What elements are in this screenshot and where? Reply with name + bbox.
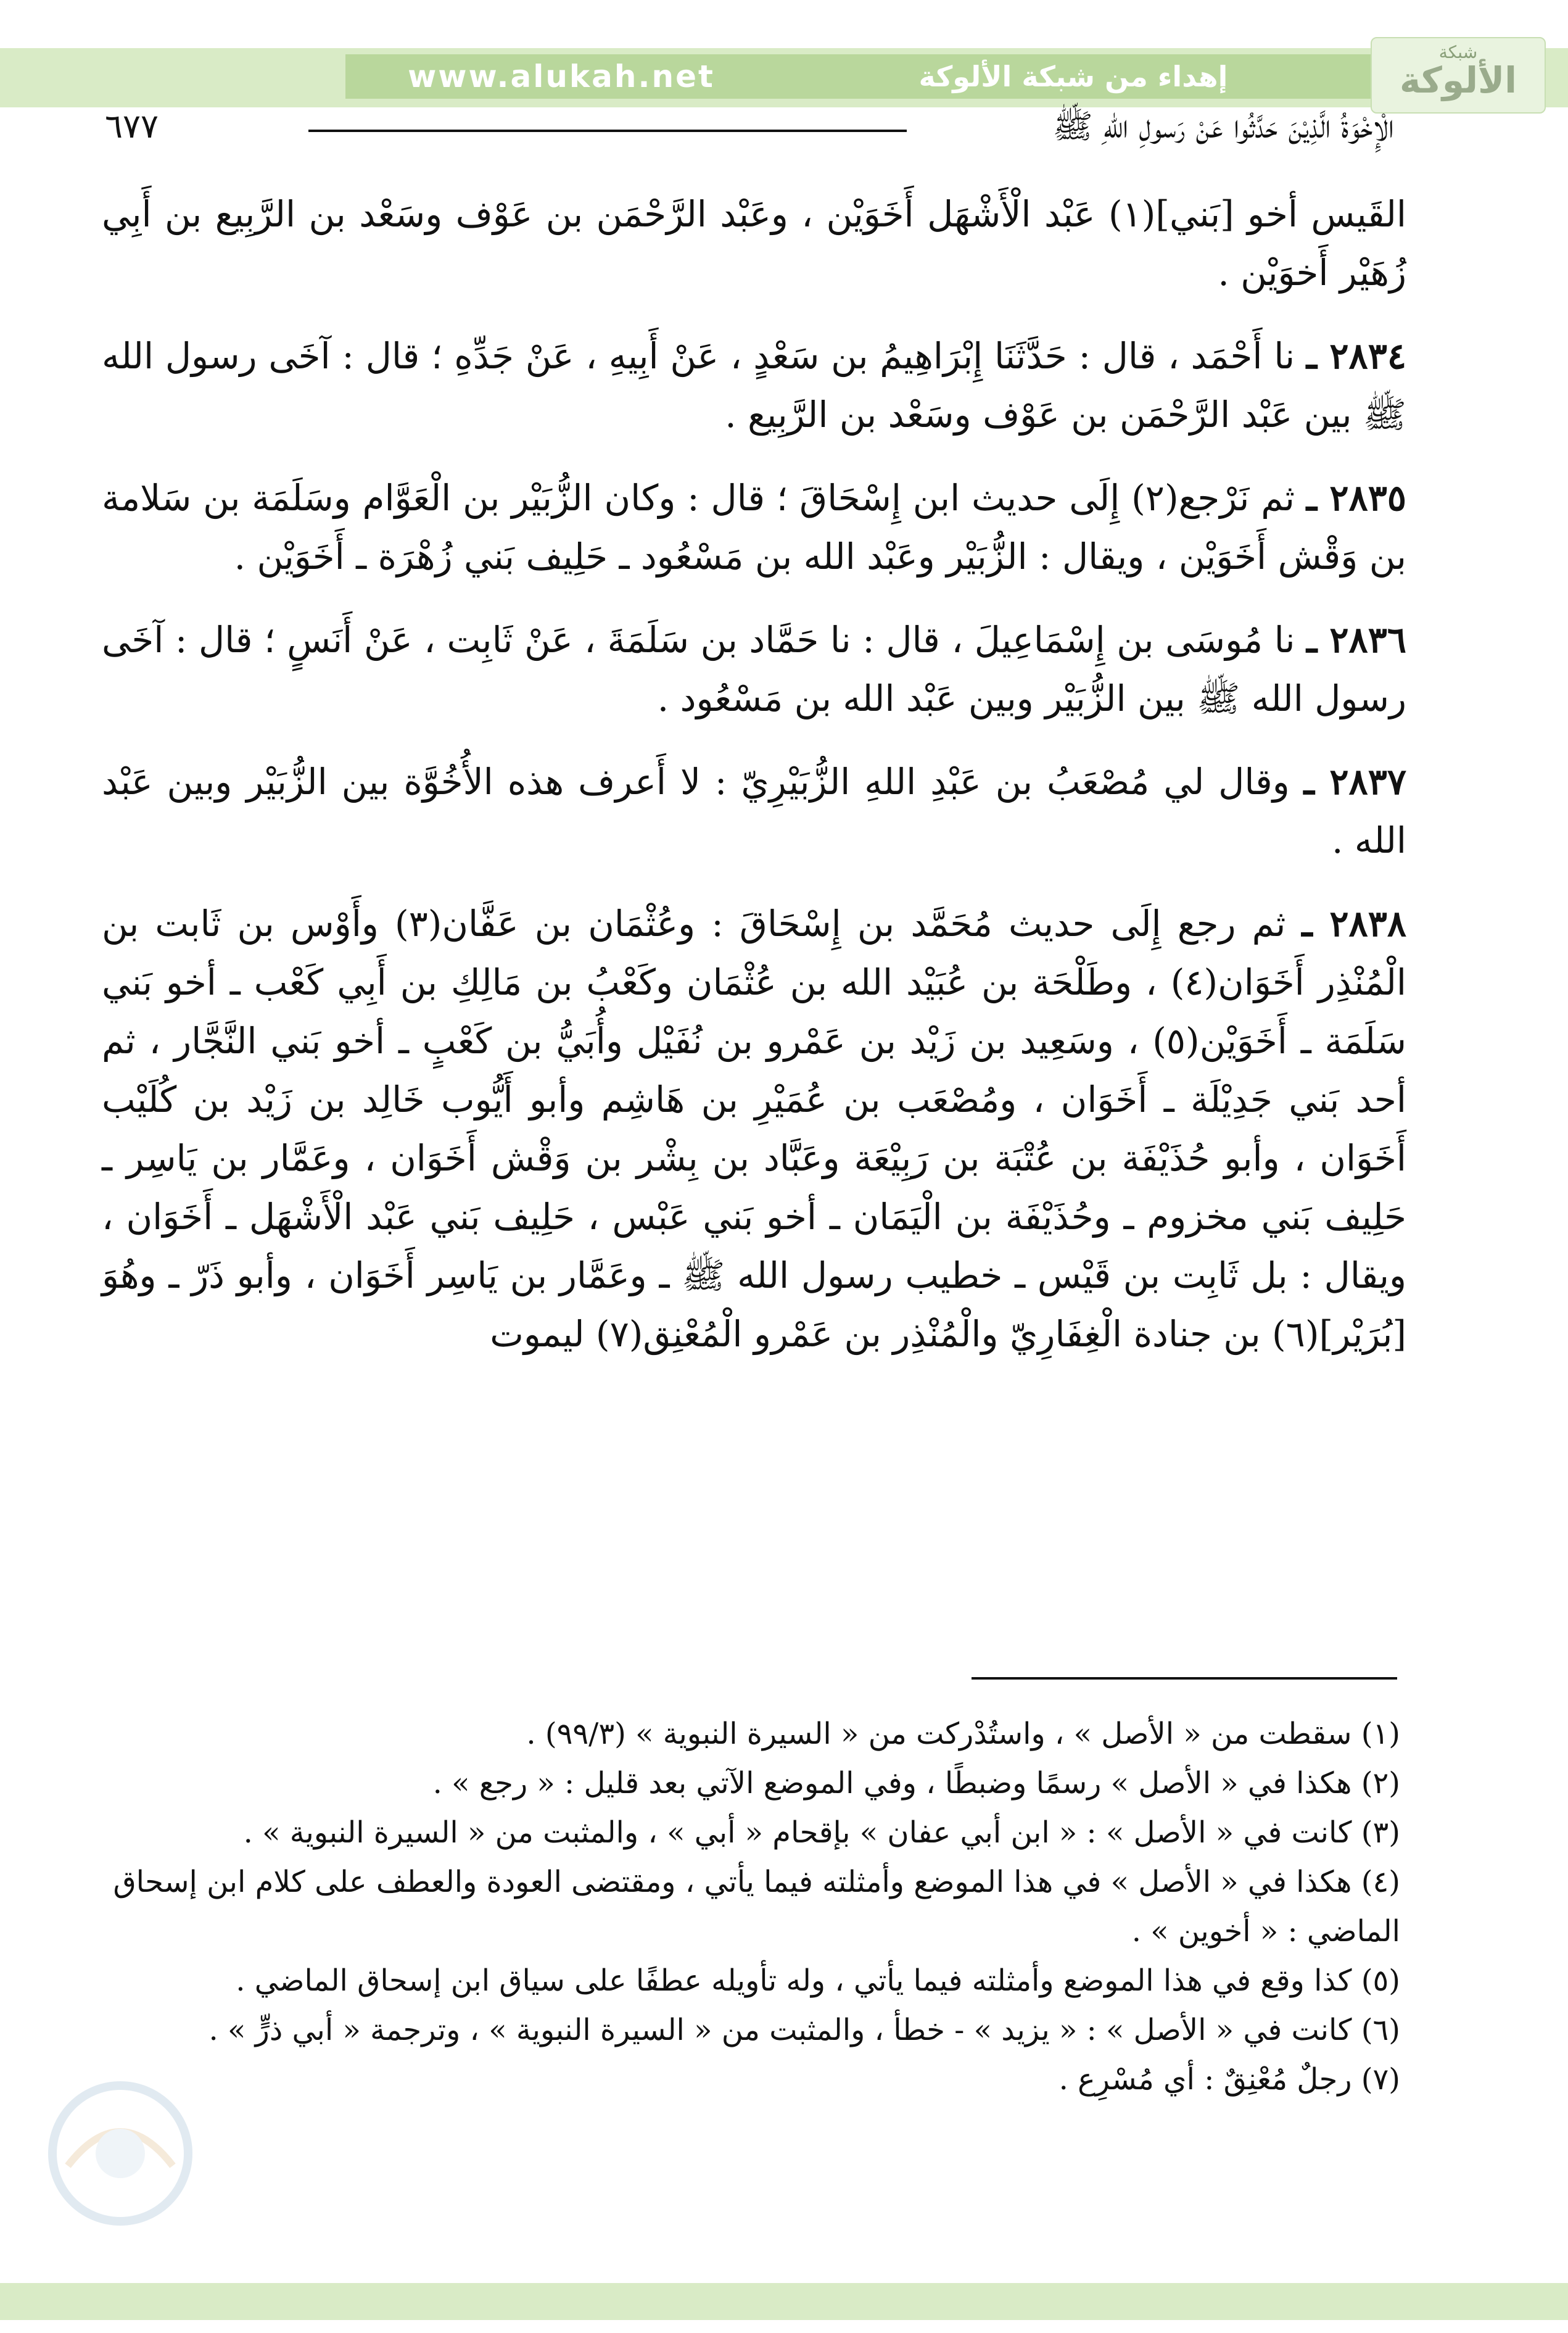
- paragraph-text: وقال لي مُصْعَبُ بن عَبْدِ اللهِ الزُّبَيْرِيّ : لا أَعرف هذه الأُخُوَّة بين الزُّبَيْر وبين عَبْد الله .: [102, 761, 1406, 861]
- alukah-logo: [1371, 37, 1546, 114]
- paragraph-text: ثم نَرْجع(٢) إِلَى حديث ابن إِسْحَاقَ ؛ قال : وكان الزُّبَيْر بن الْعَوَّام وسَلَمَة بن سَلامة بن وَقْش أَخَوَيْن ، ويقال : الزُّبَيْر وعَبْد الله بن مَسْعُود ـ حَلِيف بَني زُهْرَة ـ أَخَوَيْن .: [102, 477, 1406, 578]
- hadith-number: ٢٨٣٧ ـ: [1303, 761, 1406, 803]
- header-rule: [308, 130, 907, 132]
- footnotes: [93, 1709, 1400, 2104]
- hadith-number: ٢٨٣٨ ـ: [1302, 903, 1406, 945]
- footnote-2: (٢) هكذا في « الأصل » رسمًا وضبطًا ، وفي الموضع الآتي بعد قليل : « رجع » .: [432, 1766, 1400, 1801]
- footnote-6: (٦) كانت في « الأصل » : « يزيد » - خطأ ، والمثبت من « السيرة النبوية » ، وترجمة « أبي ذرٍّ » .: [208, 2013, 1400, 2047]
- main-text: [102, 185, 1406, 1388]
- footnote-rule: [972, 1677, 1397, 1680]
- paragraph-2834: [102, 327, 1406, 444]
- paragraph-text: ثم رجع إِلَى حديث مُحَمَّد بن إِسْحَاقَ : وعُثْمَان بن عَفَّان(٣) وأَوْس بن ثَابت بن الْمُنْذِر أَخَوَان(٤) ، وطَلْحَة بن عُبَيْد الله بن عُثْمَان وكَعْبُ بن مَالِكِ بن أَبِي كَعْب ـ أخو بَني سَلَمَة ـ أَخَوَيْن(٥) ، وسَعِيد بن زَيْد بن عَمْرو بن نُفَيْل وأُبَيُّ بن كَعْبٍ ـ أخو بَني النَّجَّار ، ثم أحد بَني جَدِيْلَة ـ أَخَوَان ، ومُصْعَب بن عُمَيْرِ بن هَاشِم وأبو أَيُّوب خَالِد بن زَيْد بن كُلَيْب أَخَوَان ، وأبو حُذَيْفَة بن عُتْبَة بن رَبِيْعَة وعَبَّاد بن بِشْر بن وَقْش أَخَوَان ، وعَمَّار بن يَاسِر ـ حَلِيف بَني مخزوم ـ وحُذَيْفَة بن الْيَمَان ـ أخو بَني عَبْس ، حَلِيف بَني عَبْد الْأَشْهَل ـ أَخَوَان ، ويقال : بل ثَابِت بن قَيْس ـ خطيب رسول الله ﷺ ـ وعَمَّار بن يَاسِر أَخَوَان ، وأبو ذَرّ ـ وهُوَ [بُرَيْر](٦) بن جنادة الْغِفَارِيّ والْمُنْذِر بن عَمْرو الْمُعْنِق(٧) ليموت: [102, 903, 1406, 1355]
- paragraph-2838: [102, 895, 1406, 1364]
- paragraph-0: [102, 185, 1406, 302]
- bottom-banner: [0, 2283, 1568, 2320]
- paragraph-2836: [102, 611, 1406, 728]
- running-header: [105, 105, 1394, 148]
- footnote-7: (٧) رجلٌ مُعْنِقٌ : أي مُسْرِع .: [1058, 2062, 1400, 2097]
- header-title: الْإِخْوَةُ الَّذِيْنَ حَدَّثُوا عَنْ رَسولِ اللهِ ﷺ: [1052, 107, 1394, 146]
- hadith-number: ٢٨٣٤ ـ: [1306, 335, 1407, 377]
- footnote-5: (٥) كذا وقع في هذا الموضع وأمثلته فيما يأتي ، وله تأويله عطفًا على سياق ابن إسحاق الماضي .: [236, 1963, 1400, 1998]
- hadith-number: ٢٨٣٦ ـ: [1306, 619, 1407, 661]
- hadith-number: ٢٨٣٥ ـ: [1306, 477, 1407, 519]
- paragraph-text: نا أَحْمَد ، قال : حَدَّثَنَا إِبْرَاهِيمُ بن سَعْدٍ ، عَنْ أَبِيهِ ، عَنْ جَدِّهِ ؛ قال : آخَى رسول الله ﷺ بين عَبْد الرَّحْمَن بن عَوْف وسَعْد بن الرَّبِيع .: [102, 335, 1406, 436]
- paragraph-text: نا مُوسَى بن إِسْمَاعِيلَ ، قال : نا حَمَّاد بن سَلَمَةَ ، عَنْ ثَابِت ، عَنْ أَنَسٍ ؛ قال : آخَى رسول الله ﷺ بين الزُّبَيْر وبين عَبْد الله بن مَسْعُود .: [102, 619, 1406, 719]
- page-number: ٦٧٧: [105, 107, 159, 146]
- watermark-logo-icon: [12, 2061, 228, 2246]
- banner-gift-text: إهداء من شبكة الألوكة: [918, 60, 1228, 93]
- paragraph-2837: [102, 753, 1406, 870]
- footnote-1: (١) سقطت من « الأصل » ، واستُدْركت من « السيرة النبوية » (٩٩/٣) .: [526, 1717, 1400, 1751]
- paragraph-text: القَيس أخو [بَني](١) عَبْد الْأَشْهَل أَخَوَيْن ، وعَبْد الرَّحْمَن بن عَوْف وسَعْد بن الرَّبِيع بن أَبِي زُهَيْر أَخوَيْن .: [102, 193, 1406, 294]
- footnote-4: (٤) هكذا في « الأصل » في هذا الموضع وأمثلته فيما يأتي ، ومقتضى العودة والعطف على كلام ابن إسحاق الماضي : « أخوين » .: [113, 1865, 1400, 1949]
- logo-top-text: شبكة: [1438, 42, 1478, 62]
- paragraph-2835: [102, 469, 1406, 586]
- banner-url[interactable]: www.alukah.net: [408, 59, 715, 94]
- footnote-3: (٣) كانت في « الأصل » : « ابن أبي عفان » بإقحام « أبي » ، والمثبت من « السيرة النبوية » .: [243, 1815, 1400, 1850]
- logo-main-text: الألوكة: [1399, 59, 1517, 101]
